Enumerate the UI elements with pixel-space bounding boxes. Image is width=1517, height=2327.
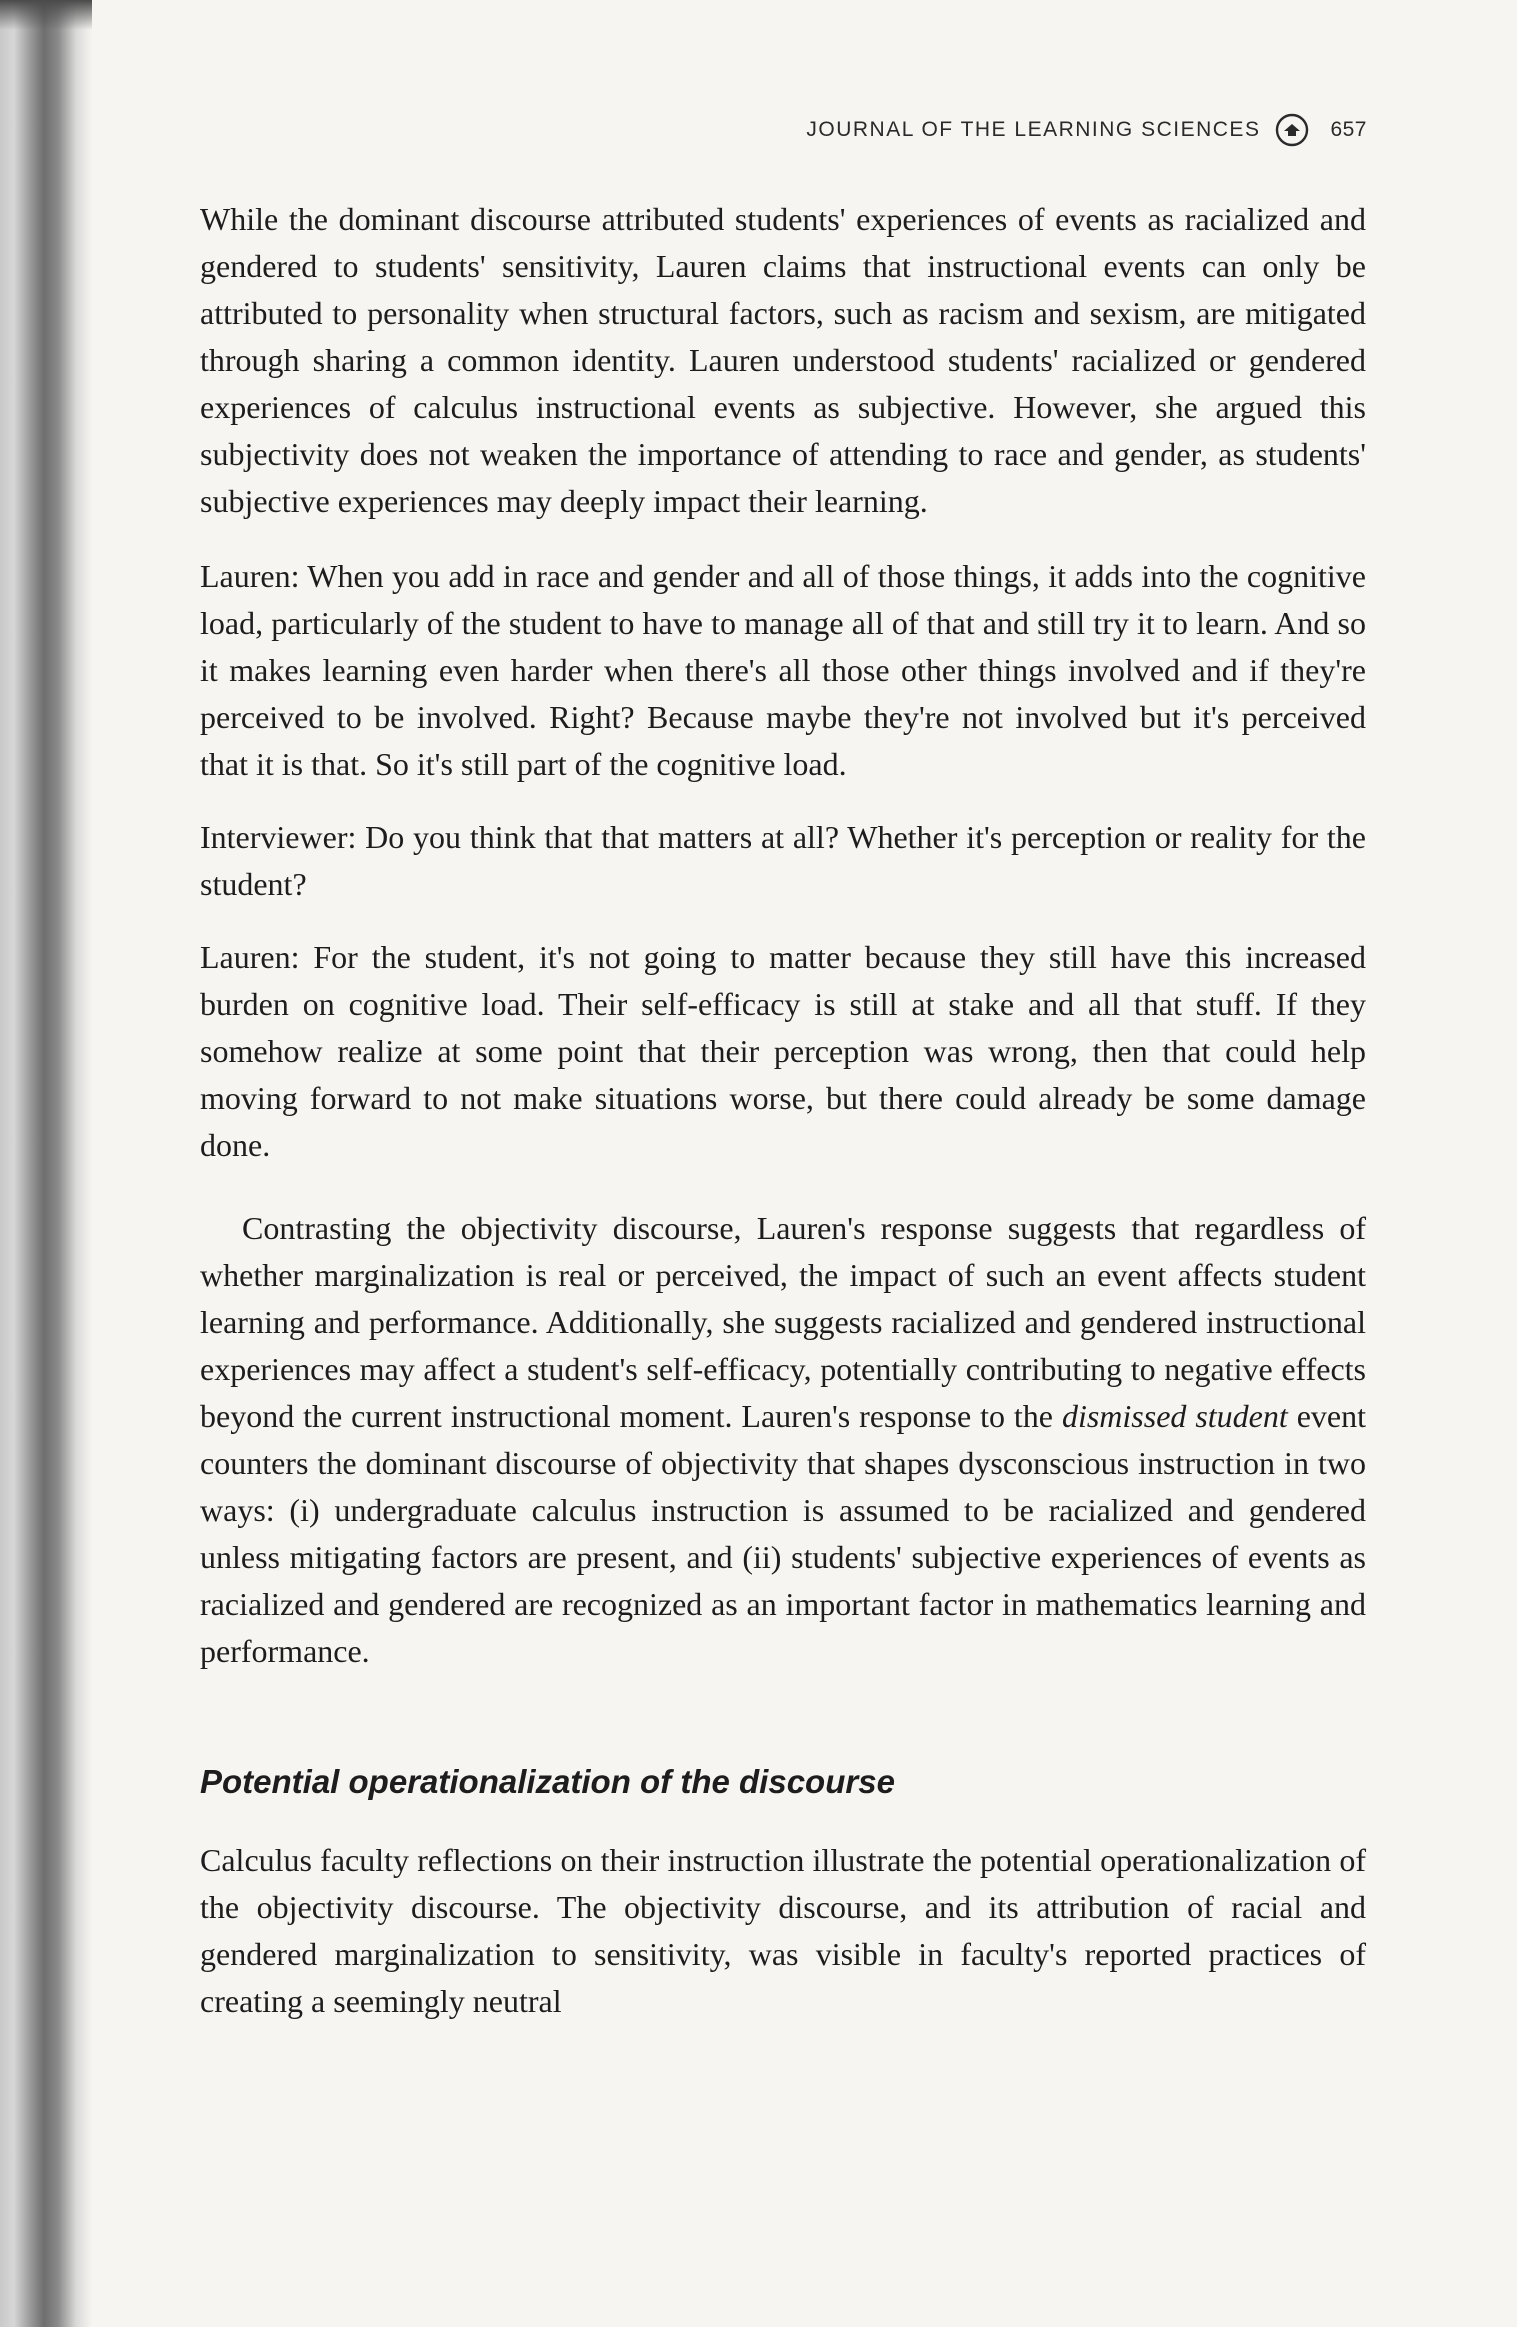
page-body [200, 196, 1366, 2025]
section-heading: Potential operationalization of the discourse [200, 1763, 895, 1800]
body-paragraph: While the dominant discourse attributed students' experiences of events as racialized and gendered to students' sensitivity, Lauren claims that instructional events can only be attributed to personality when structural factors, such as racism and sexism, are mitigated through sharing a common identity. Lauren understood students' racialized or gendered experiences of calculus instructional events as subjective. However, she argued this subjectivity does not weaken the importance of attending to race and gender, as students' subjective experiences may deeply impact their learning. [200, 201, 1366, 519]
emphasized-term: dismissed student [1061, 1398, 1288, 1434]
journal-title: JOURNAL OF THE LEARNING SCIENCES [806, 118, 1261, 141]
interview-quote: Interviewer: Do you think that that matters at all? Whether it's perception or reality for the student? [200, 819, 1366, 902]
page-number: 657 [1330, 118, 1367, 141]
body-paragraph [200, 1205, 1366, 1675]
paragraph-text: Contrasting the objectivity discourse, Lauren's response suggests that regardless of whether marginalization is real or perceived, the impact of such an event affects student learning and performance. Additionally, she suggests racialized and gendered instructional experiences may affect a student's self-efficacy, potentially contributing to negative effects beyond the current instructional moment. Lauren's response to the [200, 1210, 1366, 1434]
body-paragraph: Calculus faculty reflections on their instruction illustrate the potential operationalization of the objectivity discourse. The objectivity discourse, and its attribution of racial and gendered marginalization to sensitivity, was visible in faculty's reported practices of creating a seemingly neutral [200, 1842, 1366, 2019]
binding-shadow-top [0, 0, 92, 30]
paragraph-text: event counters the dominant discourse of objectivity that shapes dysconscious instruction in two ways: (i) undergraduate calculus instruction is assumed to be racialized and gendered unless mitigating factors are present, and (ii) students' subjective experiences of events as racialized and gendered are recognized as an important factor in mathematics learning and performance. [200, 1398, 1367, 1669]
interview-quote: Lauren: For the student, it's not going to matter because they still have this increased burden on cognitive load. Their self-efficacy is still at stake and all that stuff. If they somehow realize at some point that their perception was wrong, then that could help moving forward to not make situations worse, but there could already be some damage done. [200, 939, 1366, 1163]
interview-quote: Lauren: When you add in race and gender and all of those things, it adds into the cognitive load, particularly of the student to have to manage all of that and still try it to learn. And so it makes learning even harder when there's all those other things involved and if they're perceived to be involved. Right? Because maybe they're not involved but it's perceived that it is that. So it's still part of the cognitive load. [200, 558, 1366, 782]
binding-shadow [0, 0, 92, 2327]
running-header [806, 112, 1367, 148]
journal-logo-icon [1274, 112, 1310, 148]
